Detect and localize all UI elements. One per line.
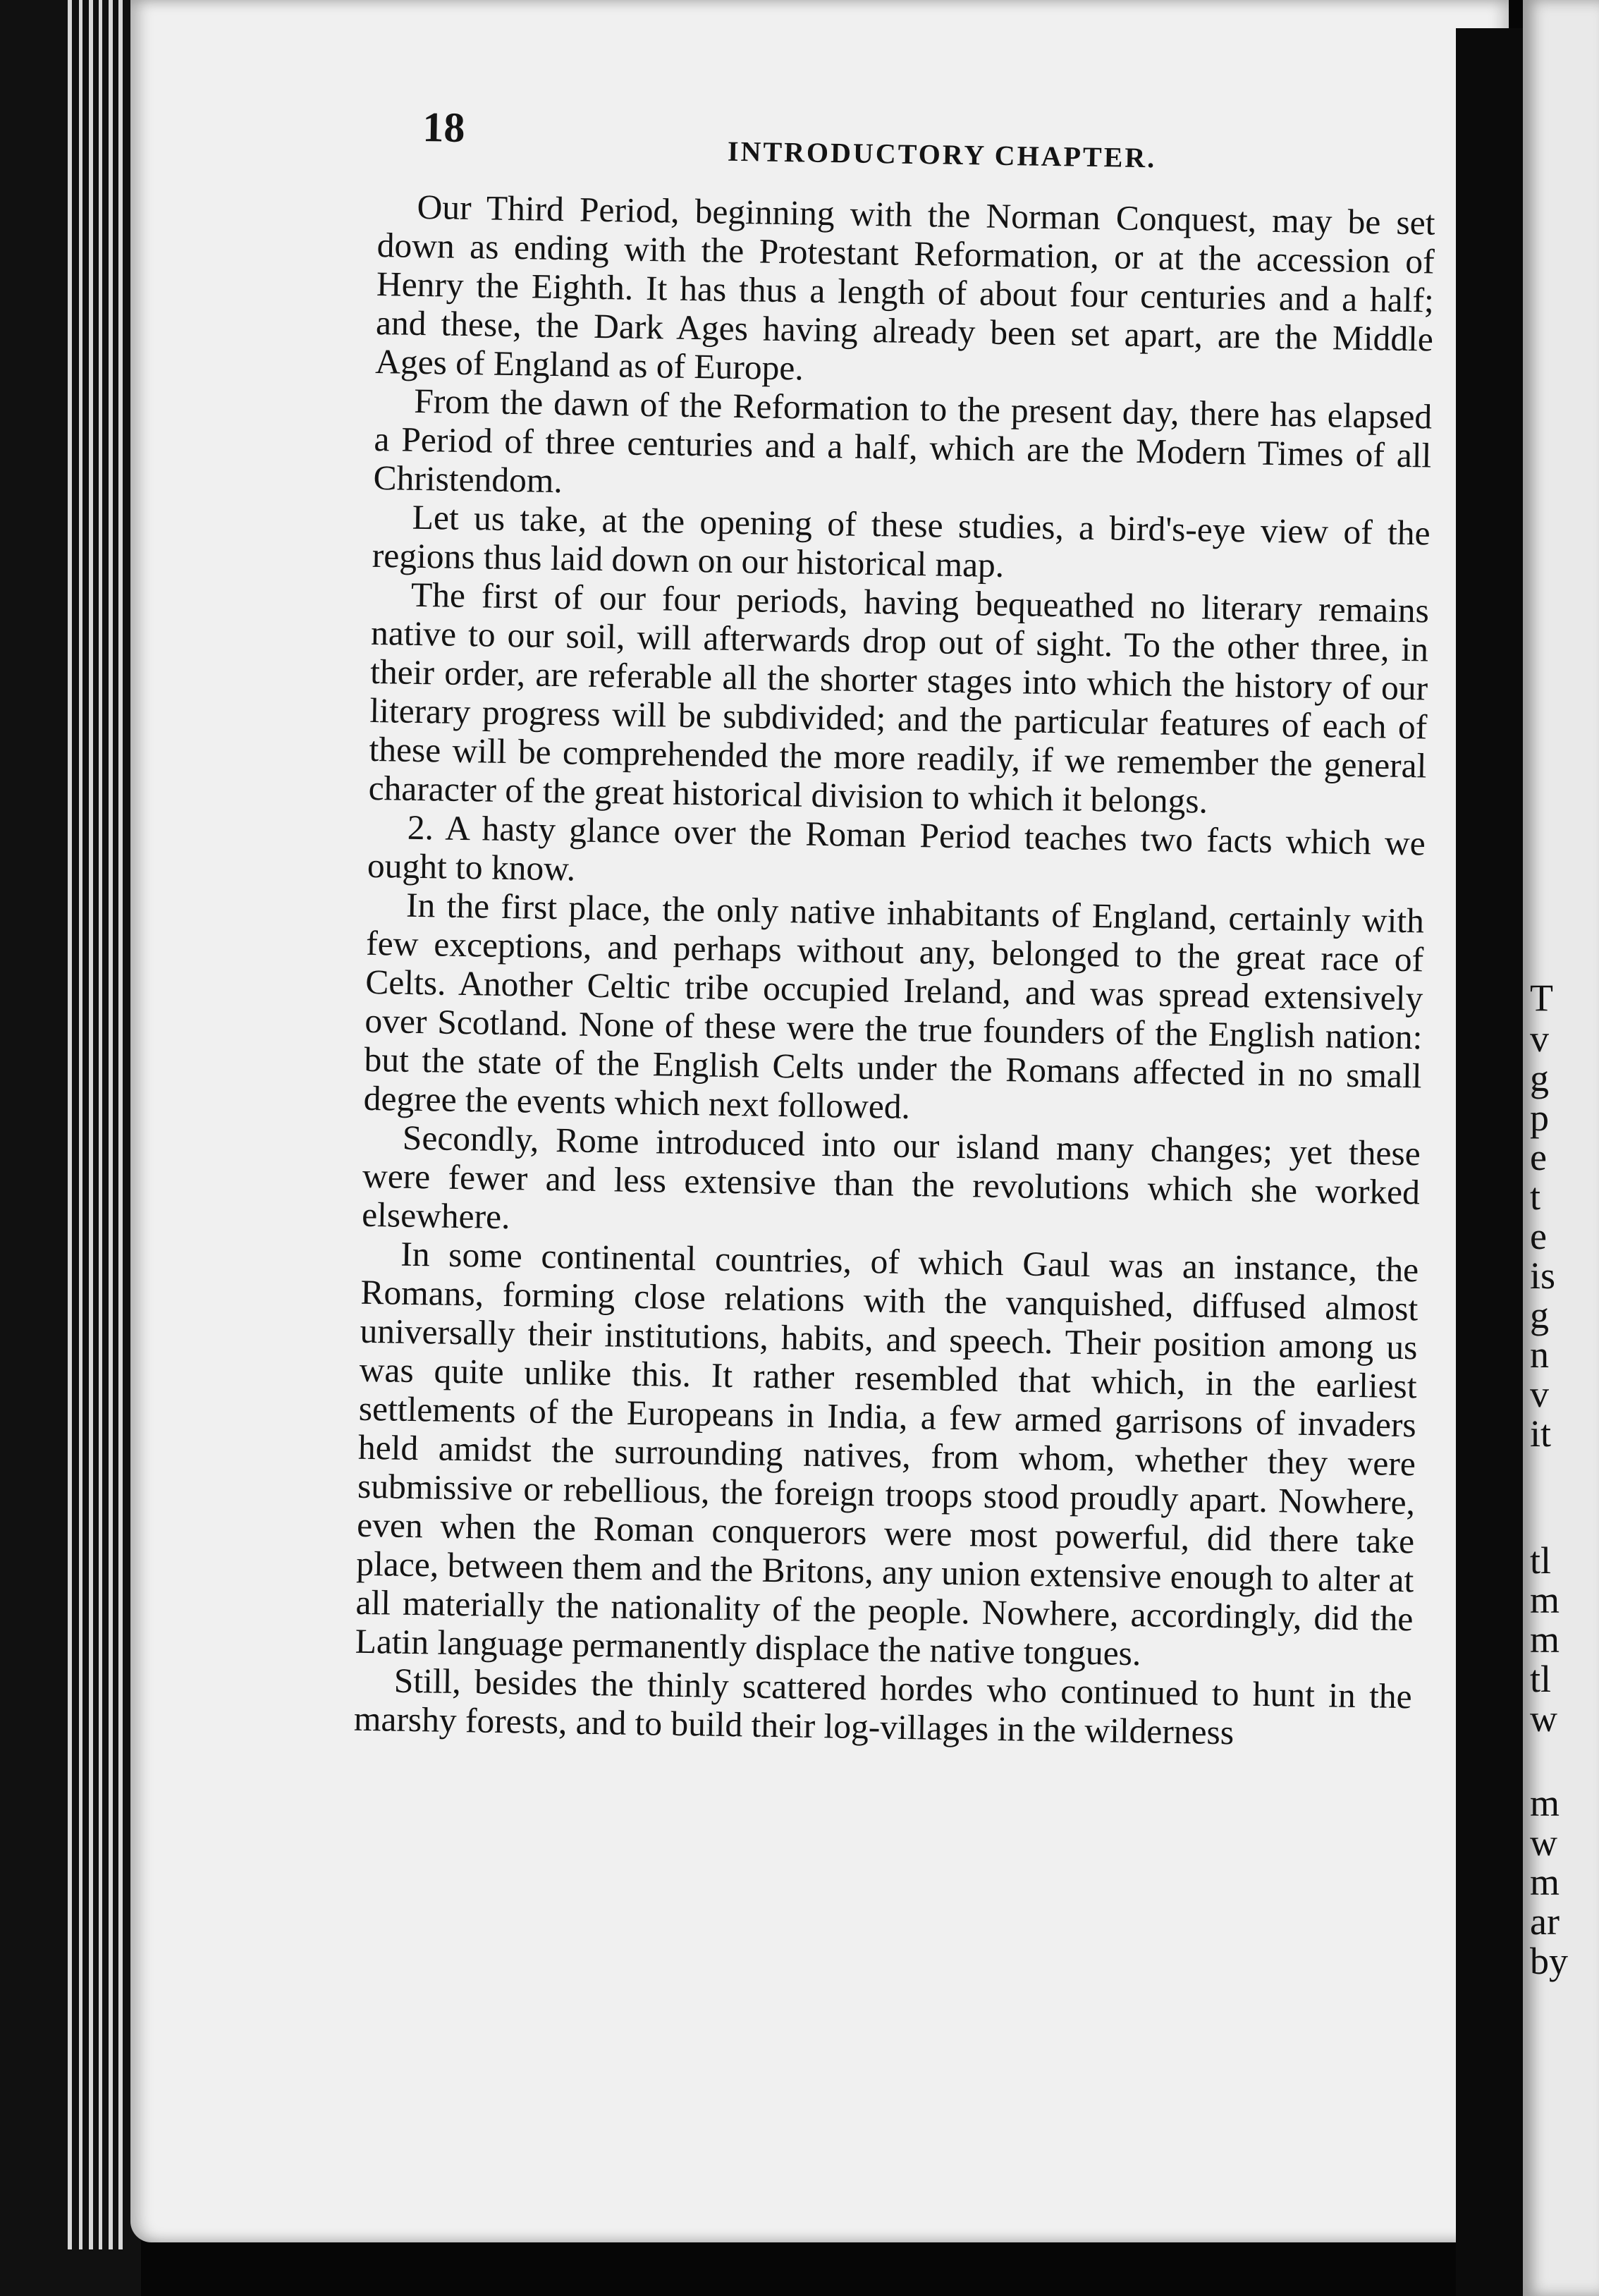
facing-page-fragment: w	[1530, 1821, 1557, 1864]
paragraph: In the first place, the only native inhabitants of England, certainly with few exceptions, and perhaps without any, belonged to the great race of Celts. Another Celtic tribe occupied Ireland, and was spread extensively over Scotland. None of these were the true founders of the English nation: but the state of the English Celts under the Romans affected in no small degree the events which next followed.	[363, 885, 1425, 1126]
facing-page-fragment: m	[1530, 1579, 1560, 1621]
page-number: 18	[422, 103, 465, 151]
facing-page-fragment: is	[1530, 1254, 1556, 1297]
facing-page-fragment: it	[1530, 1412, 1552, 1455]
facing-page	[1523, 0, 1599, 2296]
facing-page-fragment: by	[1530, 1940, 1568, 1982]
facing-page-fragment: tl	[1530, 1539, 1552, 1582]
facing-page-fragment: m	[1530, 1618, 1560, 1661]
page-edge	[89, 0, 93, 2249]
paragraph: Still, besides the thinly scattered hordes who continued to hunt in the marshy forests, and to build their log-villages in the wilderness	[353, 1661, 1413, 1752]
book-gutter	[1456, 28, 1523, 2296]
facing-page-fragment: t	[1530, 1176, 1541, 1218]
facing-page-fragment: g	[1530, 1057, 1549, 1099]
facing-page-fragment: ar	[1530, 1900, 1560, 1943]
page-edge	[118, 0, 123, 2249]
paragraph: Our Third Period, beginning with the Norman Conquest, may be set down as ending with the Protestant Reformation, or at the accession of Henry the Eighth. It has thus a length of about four centuries and a half; and these, the Dark Ages having already been set apart, are the Middle Ages of England as of Europe.	[374, 187, 1435, 388]
paragraph: The first of our four periods, having bequeathed no literary remains native to our soil, will afterwards drop out of sight. To the other three, in their order, are referable all the shorter stages into which the history of our literary progress will be subdivided; and the particular features of each of these will be comprehended the more readily, if we remember the general character of the great historical division to which it belongs.	[368, 575, 1430, 821]
paragraph: Let us take, at the opening of these studies, a bird's-eye view of the regions thus laid down on our historical map.	[372, 497, 1431, 585]
paragraph: Secondly, Rome introduced into our island many changes; yet these were fewer and less extensive than the revolutions which she worked elsewhere.	[361, 1118, 1421, 1237]
facing-page-fragment: T	[1530, 977, 1553, 1019]
page-edge	[79, 0, 82, 2249]
page-text	[354, 102, 1437, 1754]
facing-page-fragment: p	[1530, 1097, 1549, 1139]
facing-page-fragment: tl	[1530, 1658, 1552, 1700]
page-edge	[109, 0, 113, 2249]
running-head: INTRODUCTORY CHAPTER.	[727, 135, 1157, 174]
facing-page-fragment: v	[1530, 1373, 1549, 1415]
facing-page-fragment: n	[1530, 1333, 1549, 1376]
facing-page-fragment: e	[1530, 1136, 1547, 1178]
facing-page-fragment: g	[1530, 1294, 1549, 1336]
paragraph: From the dawn of the Reformation to the present day, there has elapsed a Period of three centuries and a half, which are the Modern Times of all Christendom.	[373, 381, 1433, 501]
facing-page-fragment: m	[1530, 1782, 1560, 1824]
facing-page-fragment: m	[1530, 1861, 1560, 1903]
paragraph: In some continental countries, of which Gaul was an instance, the Romans, forming close relations with the vanquished, diffused almost universally their institutions, habits, and speech. Their position among us was quite unlike this. It rather resembled that which, in the earliest settlements of the Europeans in India, a few armed garrisons of invaders held amidst the surrounding natives, from whom, whether they were submissive or rebellious, the foreign troops stood proudly apart. Nowhere, even when the Roman conquerors were most powerful, did there take place, between them and the Britons, any union extensive enough to alter at all materially the nationality of the people. Nowhere, accordingly, did the Latin language permanently displace the native tongues.	[355, 1234, 1419, 1673]
paragraph: 2. A hasty glance over the Roman Period teaches two facts which we ought to know.	[367, 807, 1426, 889]
page-edge	[68, 0, 72, 2249]
facing-page-fragment: w	[1530, 1697, 1557, 1740]
page-edge	[99, 0, 102, 2249]
facing-page-fragment: e	[1530, 1215, 1547, 1257]
page-header	[378, 102, 1437, 204]
facing-page-fragment: v	[1530, 1018, 1549, 1060]
